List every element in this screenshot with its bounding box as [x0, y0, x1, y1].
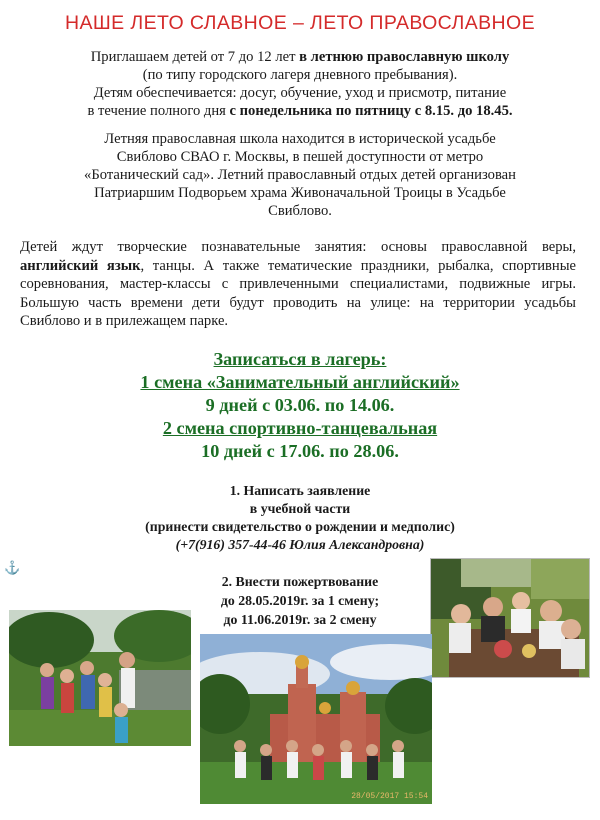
step-1-block — [60, 482, 540, 554]
location-line-2: Свиблово СВАО г. Москвы, в пешей доступности от метро — [116, 149, 484, 165]
intro-line-2: (по типу городского лагеря дневного пребывания). — [142, 67, 458, 83]
children-outdoors-image — [9, 610, 191, 746]
shift-1-label: 1 смена «Занимательный английский» — [140, 372, 460, 392]
step-2-block — [175, 572, 425, 629]
step-2-line-3: до 11.06.2019г. за 2 смену — [223, 612, 377, 627]
location-line-4: Патриаршим Подворьем храма Живоначальной Троицы в Усадьбе — [94, 185, 506, 201]
anchor-icon: ⚓ — [4, 560, 21, 575]
church-dance-image — [200, 634, 432, 804]
activities-paragraph: Детей ждут творческие познавательные занятия: основы православной веры, английский язык, танцы. А также тематические праздники, рыбалка, спортивные соревнования, мастер-классы с привлеченными специалистами, подвижные игры. Большую часть времени дети будут проводить на улице: на территории усадьбы Свиблово и в прилежащем парке. — [20, 239, 576, 330]
signup-block — [0, 348, 600, 463]
location-line-3: «Ботанический сад». Летний православный отдых детей организован — [84, 167, 516, 183]
location-block — [20, 130, 580, 220]
intro-line-4: в течение полного дня с понедельника по пятницу с 8.15. до 18.45. — [87, 103, 513, 119]
children-outdoors-photo — [9, 610, 191, 746]
step-1-line-3: (принести свидетельство о рождении и медполис) — [145, 519, 455, 534]
children-at-table-photo — [430, 558, 590, 678]
signup-heading: Записаться в лагерь: — [213, 349, 387, 369]
church-dance-photo — [200, 634, 432, 804]
location-line-1: Летняя православная школа находится в исторической усадьбе — [104, 131, 496, 147]
step-1-contact: (+7(916) 357-44-46 Юлия Александровна) — [175, 537, 425, 552]
shift-2-label: 2 смена спортивно-танцевальная — [162, 418, 438, 438]
intro-line-1: Приглашаем детей от 7 до 12 лет в летнюю православную школу — [90, 49, 510, 65]
location-line-5: Свиблово. — [268, 203, 332, 219]
page-title: НАШЕ ЛЕТО СЛАВНОЕ – ЛЕТО ПРАВОСЛАВНОЕ — [65, 12, 535, 34]
intro-block — [20, 48, 580, 120]
step-1-line-2: в учебной части — [249, 501, 351, 516]
intro-line-3: Детям обеспечивается: досуг, обучение, уход и присмотр, питание — [93, 85, 507, 101]
step-2-line-2: до 28.05.2019г. за 1 смену; — [220, 593, 380, 608]
step-2-line-1: 2. Внести пожертвование — [221, 574, 379, 589]
shift-1-dates: 9 дней с 03.06. по 14.06. — [205, 395, 395, 415]
children-at-table-image — [431, 559, 589, 677]
shift-2-dates: 10 дней с 17.06. по 28.06. — [201, 441, 399, 461]
photo-timestamp: 28/05/2017 15:54 — [351, 792, 428, 801]
step-1-line-1: 1. Написать заявление — [229, 483, 371, 498]
